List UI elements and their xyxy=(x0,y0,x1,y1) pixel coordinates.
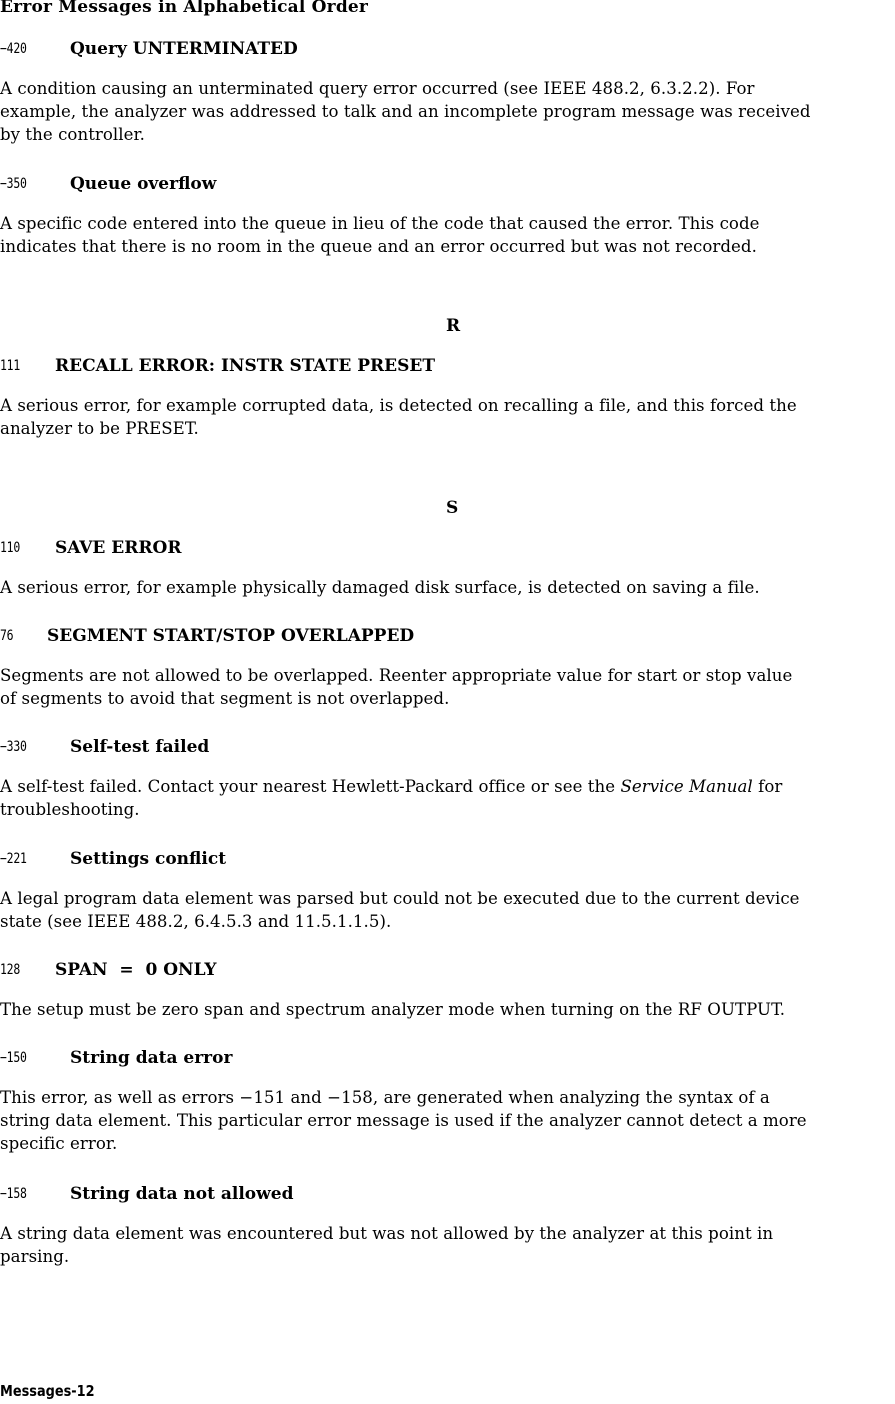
description-line: state (see IEEE 488.2, 6.4.5.3 and 11.5.1.1.5). xyxy=(0,912,392,931)
error-name: Query UNTERMINATED xyxy=(70,39,298,59)
error-name: SEGMENT START/STOP OVERLAPPED xyxy=(47,626,415,646)
error-code: 111 xyxy=(0,358,21,374)
description-line: A serious error, for example physically damaged disk surface, is detected on saving a file. xyxy=(0,578,760,597)
error-code: 76 xyxy=(0,628,14,644)
section-letter-s: S xyxy=(446,498,459,518)
description-line: This error, as well as errors −151 and −158, are generated when analyzing the syntax of a xyxy=(0,1088,770,1107)
description-line: specific error. xyxy=(0,1134,118,1153)
error-name: SPAN = 0 ONLY xyxy=(55,960,217,980)
service-manual-reference: Service Manual xyxy=(620,777,753,796)
description-line: string data element. This particular error message is used if the analyzer cannot detect a more xyxy=(0,1111,807,1130)
error-description xyxy=(0,664,895,710)
error-description xyxy=(0,212,895,258)
description-line: troubleshooting. xyxy=(0,800,140,819)
error-code: −221 xyxy=(0,851,27,867)
error-description xyxy=(0,576,895,599)
error-name: SAVE ERROR xyxy=(55,538,182,558)
description-line xyxy=(0,775,895,798)
description-line: Segments are not allowed to be overlapped. Reenter appropriate value for start or stop value xyxy=(0,666,793,685)
error-description xyxy=(0,77,895,146)
error-name: String data not allowed xyxy=(70,1184,294,1204)
page-title: Error Messages in Alphabetical Order xyxy=(0,0,369,17)
error-code: 110 xyxy=(0,540,21,556)
description-line: of segments to avoid that segment is not overlapped. xyxy=(0,689,450,708)
error-description xyxy=(0,887,895,933)
error-name: RECALL ERROR: INSTR STATE PRESET xyxy=(55,356,435,376)
error-code: −150 xyxy=(0,1050,27,1066)
page-footer: Messages-12 xyxy=(0,1382,95,1400)
error-name: String data error xyxy=(70,1048,233,1068)
error-code: 128 xyxy=(0,962,21,978)
description-text: A self-test failed. Contact your nearest Hewlett-Packard office or see the xyxy=(0,777,621,796)
description-line: by the controller. xyxy=(0,125,146,144)
description-line: analyzer to be PRESET. xyxy=(0,419,199,438)
description-line: parsing. xyxy=(0,1247,70,1266)
error-description xyxy=(0,998,895,1021)
description-line: A string data element was encountered but was not allowed by the analyzer at this point in xyxy=(0,1224,774,1243)
description-line: example, the analyzer was addressed to talk and an incomplete program message was received xyxy=(0,102,811,121)
error-code: −330 xyxy=(0,739,27,755)
error-code: −350 xyxy=(0,176,27,192)
error-description xyxy=(0,394,895,440)
error-description xyxy=(0,1222,895,1268)
error-name: Settings conflict xyxy=(70,849,227,869)
description-text: for xyxy=(752,777,783,796)
description-line: The setup must be zero span and spectrum analyzer mode when turning on the RF OUTPUT. xyxy=(0,1000,786,1019)
description-line: A specific code entered into the queue in lieu of the code that caused the error. This code xyxy=(0,214,760,233)
error-code: −158 xyxy=(0,1186,27,1202)
section-letter-r: R xyxy=(446,316,461,336)
error-description xyxy=(0,775,895,821)
description-line: A condition causing an unterminated query error occurred (see IEEE 488.2, 6.3.2.2). For xyxy=(0,79,755,98)
description-line: indicates that there is no room in the queue and an error occurred but was not recorded. xyxy=(0,237,757,256)
error-name: Queue overflow xyxy=(70,174,217,194)
description-line: A legal program data element was parsed but could not be executed due to the current device xyxy=(0,889,800,908)
description-line: A serious error, for example corrupted data, is detected on recalling a file, and this forced the xyxy=(0,396,797,415)
error-code: −420 xyxy=(0,41,27,57)
error-description xyxy=(0,1086,895,1155)
error-name: Self-test failed xyxy=(70,737,210,757)
